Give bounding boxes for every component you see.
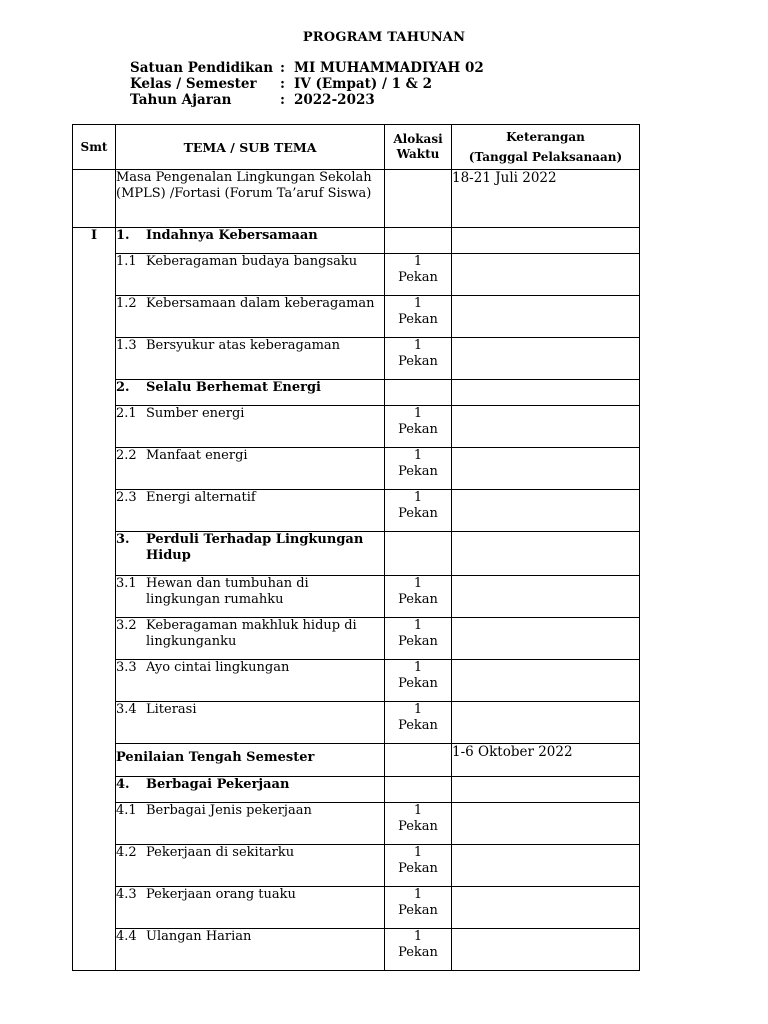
subtheme-number: 4.2: [116, 845, 137, 860]
alokasi-unit: Pekan: [398, 944, 438, 960]
cell-subtheme: [116, 660, 385, 702]
alokasi-unit: Pekan: [398, 353, 438, 369]
subtheme-title: Ulangan Harian: [146, 929, 252, 944]
cell-alokasi: [385, 170, 452, 228]
cell-keterangan: [452, 338, 640, 380]
table-row-sub-2-3: [73, 490, 640, 532]
cell-subtheme: [116, 618, 385, 660]
table-row-sub-4-3: [73, 887, 640, 929]
table-row-mpls: [73, 170, 640, 228]
table-header-row: [73, 125, 640, 170]
cell-keterangan: [452, 490, 640, 532]
cell-keterangan: [452, 618, 640, 660]
theme-number: 4.: [116, 777, 130, 792]
alokasi-number: 1: [413, 296, 423, 311]
meta-separator: :: [280, 60, 285, 76]
cell-alokasi: [385, 338, 452, 380]
theme-number: 1.: [116, 228, 130, 243]
meta-value: IV (Empat) / 1 & 2: [294, 76, 432, 92]
cell-subtheme: [116, 576, 385, 618]
cell-subtheme: [116, 929, 385, 971]
cell-alokasi: [385, 845, 452, 887]
cell-theme: [116, 777, 385, 803]
meta-separator: :: [280, 76, 285, 92]
subtheme-number: 1.2: [116, 296, 137, 311]
cell-alokasi: [385, 254, 452, 296]
cell-keterangan: [452, 532, 640, 576]
meta-separator: :: [280, 92, 285, 108]
cell-mpls-text: Masa Pengenalan Lingkungan Sekolah (MPLS) /Fortasi (Forum Ta’aruf Siswa): [116, 170, 385, 228]
subtheme-number: 1.1: [116, 254, 137, 269]
subtheme-title: Bersyukur atas keberagaman: [146, 338, 341, 353]
cell-subtheme: [116, 296, 385, 338]
subtheme-number: 4.3: [116, 887, 137, 902]
subtheme-number: 4.1: [116, 803, 137, 818]
subtheme-number: 2.3: [116, 490, 137, 505]
subtheme-title: Ayo cintai lingkungan: [146, 660, 290, 675]
subtheme-number: 3.4: [116, 702, 137, 717]
cell-pts-keterangan: 1-6 Oktober 2022: [452, 744, 640, 777]
table-row-pts: [73, 744, 640, 777]
cell-theme: [116, 228, 385, 254]
header-keterangan-line2: (Tanggal Pelaksanaan): [468, 150, 623, 164]
subtheme-title: Hewan dan tumbuhan di lingkungan rumahku: [146, 576, 309, 607]
alokasi-unit: Pekan: [398, 902, 438, 918]
cell-keterangan: [452, 929, 640, 971]
theme-number: 3.: [116, 532, 130, 547]
alokasi-number: 1: [413, 618, 423, 633]
cell-theme: [116, 380, 385, 406]
cell-keterangan: [452, 887, 640, 929]
table-row-sub-2-1: [73, 406, 640, 448]
cell-alokasi: [385, 777, 452, 803]
subtheme-title: Berbagai Jenis pekerjaan: [146, 803, 312, 818]
table-row-theme-4: [73, 777, 640, 803]
subtheme-number: 2.2: [116, 448, 137, 463]
alokasi-number: 1: [413, 702, 423, 717]
cell-alokasi: [385, 296, 452, 338]
cell-alokasi: [385, 803, 452, 845]
subtheme-title: Keberagaman makhluk hidup di lingkunganku: [146, 618, 357, 649]
header-keterangan: [452, 125, 640, 170]
cell-keterangan: [452, 296, 640, 338]
cell-keterangan: [452, 845, 640, 887]
alokasi-number: 1: [413, 929, 423, 944]
cell-alokasi: [385, 490, 452, 532]
cell-mpls-keterangan: 18-21 Juli 2022: [452, 170, 640, 228]
cell-alokasi: [385, 448, 452, 490]
cell-subtheme: [116, 338, 385, 380]
alokasi-unit: Pekan: [398, 860, 438, 876]
cell-keterangan: [452, 254, 640, 296]
table-row-theme-1: [73, 228, 640, 254]
cell-alokasi: [385, 702, 452, 744]
header-keterangan-line1: Keterangan: [506, 130, 585, 144]
alokasi-unit: Pekan: [398, 633, 438, 649]
alokasi-unit: Pekan: [398, 505, 438, 521]
cell-keterangan: [452, 228, 640, 254]
cell-alokasi: [385, 660, 452, 702]
table-row-sub-4-1: [73, 803, 640, 845]
subtheme-title: Kebersamaan dalam keberagaman: [146, 296, 375, 311]
header-alokasi-line1: Alokasi: [393, 132, 443, 146]
cell-alokasi: [385, 929, 452, 971]
cell-keterangan: [452, 660, 640, 702]
header-alokasi-line2: Waktu: [396, 147, 440, 161]
subtheme-title: Keberagaman budaya bangsaku: [146, 254, 358, 269]
subtheme-title: Pekerjaan di sekitarku: [146, 845, 295, 860]
meta-label: Kelas / Semester: [130, 76, 257, 92]
cell-keterangan: [452, 576, 640, 618]
cell-subtheme: [116, 845, 385, 887]
theme-title: Perduli Terhadap Lingkungan Hidup: [146, 532, 364, 563]
alokasi-unit: Pekan: [398, 421, 438, 437]
subtheme-title: Sumber energi: [146, 406, 245, 421]
header-smt: Smt: [73, 125, 116, 170]
alokasi-number: 1: [413, 576, 423, 591]
theme-title: Berbagai Pekerjaan: [146, 777, 290, 792]
meta-row-tahun: [130, 92, 484, 108]
alokasi-number: 1: [413, 660, 423, 675]
cell-keterangan: [452, 406, 640, 448]
cell-alokasi: [385, 532, 452, 576]
cell-alokasi: [385, 618, 452, 660]
alokasi-unit: Pekan: [398, 675, 438, 691]
meta-value: MI MUHAMMADIYAH 02: [294, 60, 484, 76]
cell-subtheme: [116, 448, 385, 490]
theme-title: Indahnya Kebersamaan: [146, 228, 318, 243]
header-alokasi: [385, 125, 452, 170]
subtheme-number: 2.1: [116, 406, 137, 421]
alokasi-number: 1: [413, 803, 423, 818]
cell-keterangan: [452, 777, 640, 803]
theme-title: Selalu Berhemat Energi: [146, 380, 321, 395]
cell-alokasi: [385, 406, 452, 448]
cell-smt: [73, 170, 116, 228]
cell-subtheme: [116, 803, 385, 845]
alokasi-number: 1: [413, 490, 423, 505]
table-row-sub-1-3: [73, 338, 640, 380]
alokasi-unit: Pekan: [398, 269, 438, 285]
table-row-sub-4-2: [73, 845, 640, 887]
cell-alokasi: [385, 887, 452, 929]
meta-label: Tahun Ajaran: [130, 92, 232, 108]
alokasi-unit: Pekan: [398, 717, 438, 733]
subtheme-number: 3.2: [116, 618, 137, 633]
cell-semester: I: [73, 228, 116, 971]
alokasi-unit: Pekan: [398, 591, 438, 607]
alokasi-number: 1: [413, 254, 423, 269]
subtheme-number: 3.3: [116, 660, 137, 675]
cell-alokasi: [385, 744, 452, 777]
subtheme-title: Literasi: [146, 702, 197, 717]
meta-row-kelas: [130, 76, 484, 92]
alokasi-number: 1: [413, 406, 423, 421]
subtheme-title: Manfaat energi: [146, 448, 248, 463]
cell-alokasi: [385, 380, 452, 406]
table-row-sub-2-2: [73, 448, 640, 490]
cell-keterangan: [452, 702, 640, 744]
table-row-theme-2: [73, 380, 640, 406]
meta-value: 2022-2023: [294, 92, 375, 108]
cell-alokasi: [385, 228, 452, 254]
document-meta: [130, 60, 484, 108]
cell-subtheme: [116, 702, 385, 744]
cell-subtheme: [116, 406, 385, 448]
cell-keterangan: [452, 803, 640, 845]
subtheme-title: Pekerjaan orang tuaku: [146, 887, 296, 902]
cell-subtheme: [116, 254, 385, 296]
alokasi-number: 1: [413, 448, 423, 463]
cell-theme: [116, 532, 385, 576]
cell-subtheme: [116, 490, 385, 532]
meta-row-satuan: [130, 60, 484, 76]
table-row-sub-4-4: [73, 929, 640, 971]
alokasi-number: 1: [413, 338, 423, 353]
subtheme-number: 4.4: [116, 929, 137, 944]
cell-keterangan: [452, 448, 640, 490]
subtheme-title: Energi alternatif: [146, 490, 256, 505]
alokasi-unit: Pekan: [398, 311, 438, 327]
cell-keterangan: [452, 380, 640, 406]
table-row-theme-3: [73, 532, 640, 576]
alokasi-number: 1: [413, 845, 423, 860]
meta-label: Satuan Pendidikan: [130, 60, 274, 76]
table-row-sub-3-4: [73, 702, 640, 744]
document-title: PROGRAM TAHUNAN: [302, 30, 466, 45]
cell-subtheme: [116, 887, 385, 929]
table-row-sub-3-1: [73, 576, 640, 618]
table-row-sub-3-3: [73, 660, 640, 702]
cell-alokasi: [385, 576, 452, 618]
table-row-sub-1-2: [73, 296, 640, 338]
cell-pts-title: Penilaian Tengah Semester: [116, 744, 385, 777]
subtheme-number: 3.1: [116, 576, 137, 591]
theme-number: 2.: [116, 380, 130, 395]
alokasi-number: 1: [413, 887, 423, 902]
header-tema: TEMA / SUB TEMA: [116, 125, 385, 170]
table-row-sub-3-2: [73, 618, 640, 660]
alokasi-unit: Pekan: [398, 818, 438, 834]
subtheme-number: 1.3: [116, 338, 137, 353]
table-row-sub-1-1: [73, 254, 640, 296]
alokasi-unit: Pekan: [398, 463, 438, 479]
program-table: [72, 124, 640, 971]
